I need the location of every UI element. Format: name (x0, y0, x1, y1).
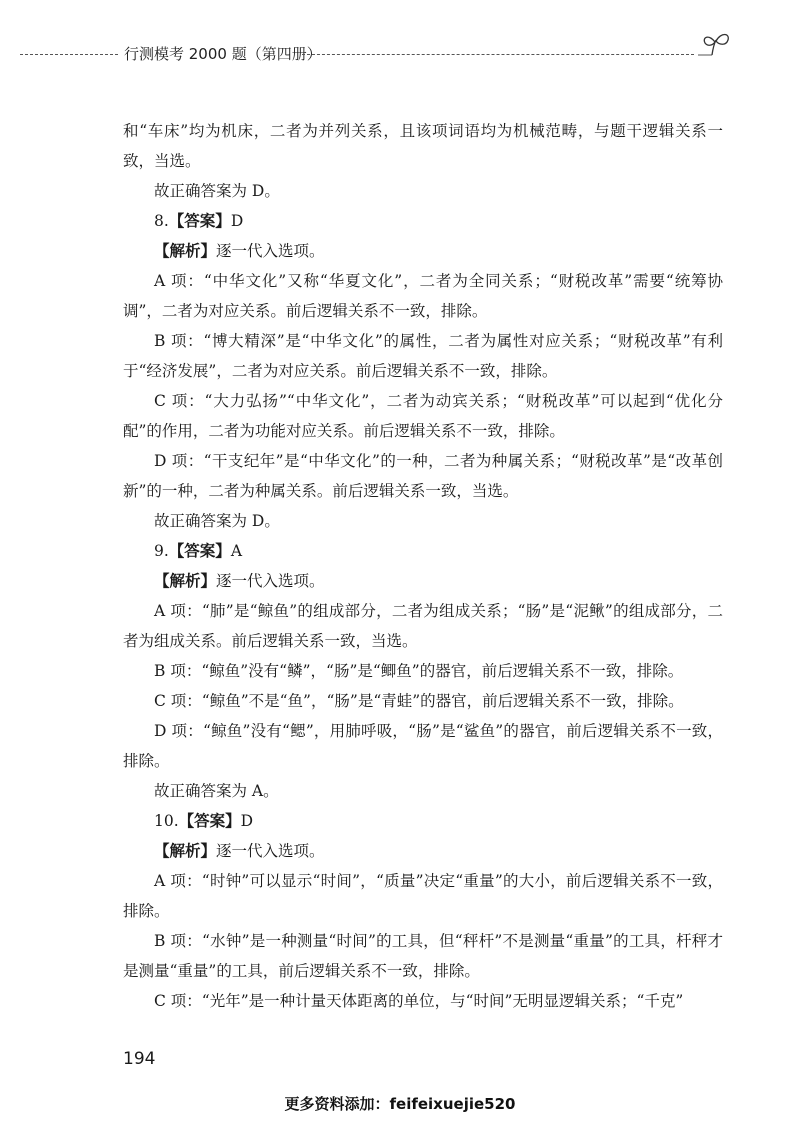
running-header-title: 行测模考 2000 题（第四册） (124, 45, 322, 63)
paragraph-text: C 项：“鲸鱼”不是“鱼”，“肠”是“青蛙”的器官，前后逻辑关系不一致，排除。 (154, 692, 684, 710)
paragraph-text: A 项：“肺”是“鲸鱼”的组成部分，二者为组成关系；“肠”是“泥鳅”的组成部分，二者为组成关系。前后逻辑关系一致，当选。 (123, 602, 723, 650)
paragraph (123, 116, 723, 176)
paragraph (123, 176, 723, 206)
page-number: 194 (123, 1049, 156, 1069)
paragraph-text: 逐一代入选项。 (216, 242, 325, 260)
paragraph-text: D 项：“干支纪年”是“中华文化”的一种，二者为种属关系；“财税改革”是“改革创新”的一种，二者为种属关系。前后逻辑关系一致，当选。 (123, 452, 723, 500)
paragraph-text: A (230, 542, 243, 560)
paragraph (123, 506, 723, 536)
paragraph-text: 故正确答案为 D。 (154, 182, 280, 200)
paragraph-text: B 项：“鲸鱼”没有“鳞”，“肠”是“鲫鱼”的器官，前后逻辑关系不一致，排除。 (154, 662, 684, 680)
paragraph (123, 266, 723, 326)
paragraph (123, 866, 723, 926)
header-rule-right (302, 54, 694, 55)
paragraph (123, 596, 723, 656)
paragraph (123, 446, 723, 506)
section-tag: 【答案】 (178, 811, 241, 830)
paragraph-text: A 项：“中华文化”又称“华夏文化”，二者为全同关系；“财税改革”需要“统筹协调”，二者为对应关系。前后逻辑关系不一致，排除。 (123, 272, 723, 320)
paragraph (123, 926, 723, 986)
paragraph-text: 故正确答案为 A。 (154, 782, 279, 800)
paragraph (123, 986, 723, 1016)
paragraph-text: 和“车床”均为机床，二者为并列关系，且该项词语均为机械范畴，与题干逻辑关系一致，当选。 (123, 122, 723, 170)
question-number: 10. (154, 812, 179, 830)
paragraph (123, 326, 723, 386)
section-tag: 【答案】 (168, 541, 231, 560)
paragraph (123, 536, 723, 566)
section-tag: 【解析】 (154, 571, 217, 590)
paragraph (123, 776, 723, 806)
running-header (20, 30, 770, 70)
paragraph-text: 故正确答案为 D。 (154, 512, 280, 530)
paragraph (123, 836, 723, 866)
paragraph (123, 386, 723, 446)
paragraph-text: 逐一代入选项。 (216, 842, 325, 860)
header-rule-left (20, 54, 118, 55)
paragraph (123, 206, 723, 236)
paragraph (123, 656, 723, 686)
answer-explanation-text (123, 116, 723, 1016)
question-number: 9. (154, 542, 169, 560)
section-tag: 【解析】 (154, 241, 217, 260)
paragraph-text: D (230, 212, 244, 230)
paragraph-text: D 项：“鲸鱼”没有“鳃”，用肺呼吸，“肠”是“鲨鱼”的器官，前后逻辑关系不一致，排除。 (123, 722, 723, 770)
question-number: 8. (154, 212, 169, 230)
paragraph (123, 806, 723, 836)
paragraph (123, 686, 723, 716)
paragraph (123, 566, 723, 596)
paragraph-text: B 项：“博大精深”是“中华文化”的属性，二者为属性对应关系；“财税改革”有利于“经济发展”，二者为对应关系。前后逻辑关系不一致，排除。 (123, 332, 723, 380)
sprout-icon (696, 30, 736, 64)
footer-contact-note: 更多资料添加：feifeixuejie520 (284, 1095, 516, 1113)
section-tag: 【答案】 (168, 211, 231, 230)
paragraph-text: C 项：“光年”是一种计量天体距离的单位，与“时间”无明显逻辑关系；“千克” (154, 992, 684, 1010)
section-tag: 【解析】 (154, 841, 217, 860)
paragraph-text: A 项：“时钟”可以显示“时间”，“质量”决定“重量”的大小，前后逻辑关系不一致，排除。 (123, 872, 723, 920)
paragraph-text: C 项：“大力弘扬”“中华文化”，二者为动宾关系；“财税改革”可以起到“优化分配”的作用，二者为功能对应关系。前后逻辑关系不一致，排除。 (123, 392, 723, 440)
paragraph (123, 716, 723, 776)
paragraph-text: D (240, 812, 254, 830)
paragraph-text: 逐一代入选项。 (216, 572, 325, 590)
paragraph-text: B 项：“水钟”是一种测量“时间”的工具，但“秤杆”不是测量“重量”的工具，杆秤才是测量“重量”的工具，前后逻辑关系不一致，排除。 (123, 932, 723, 980)
paragraph (123, 236, 723, 266)
